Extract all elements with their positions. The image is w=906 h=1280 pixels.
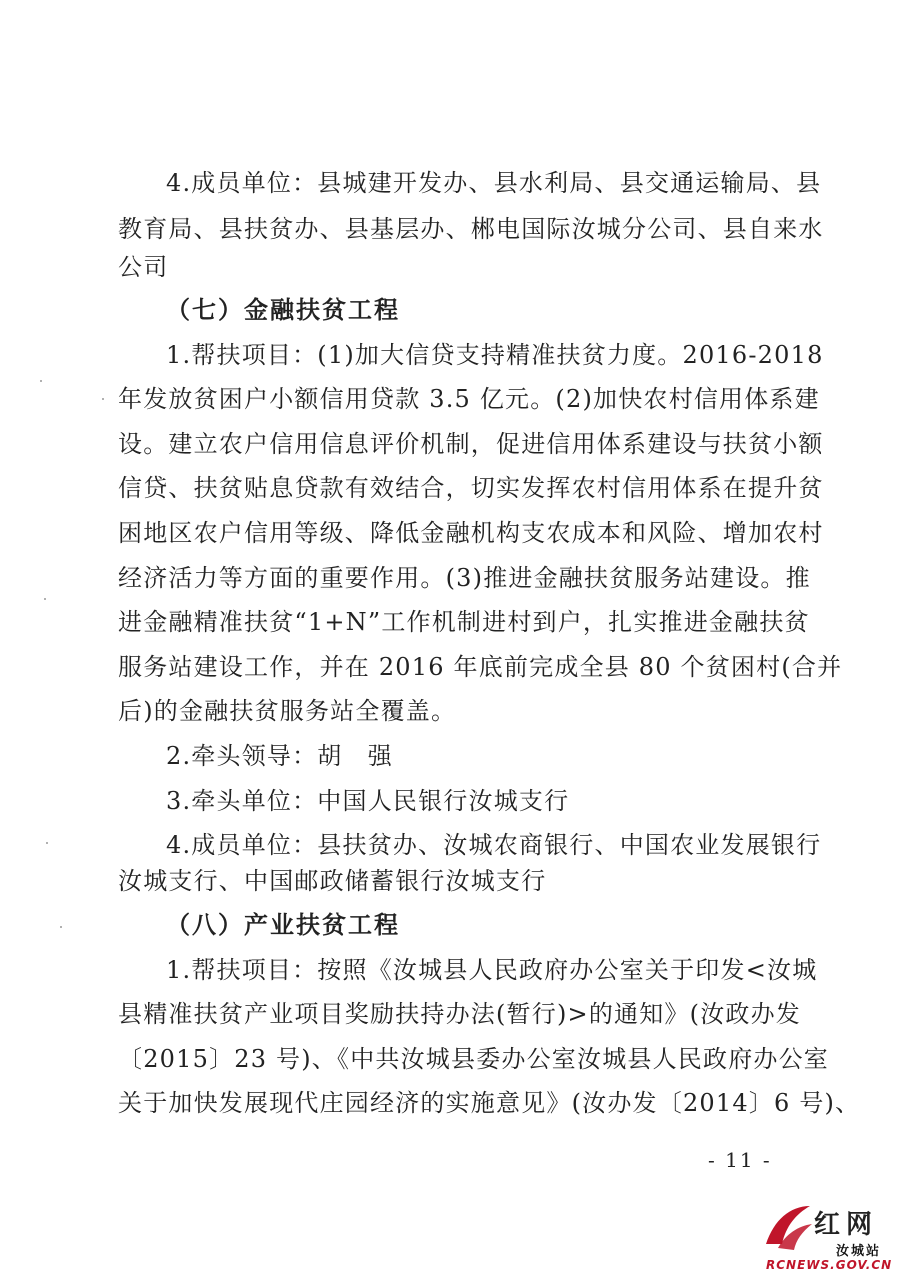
text-line: 进金融精准扶贫“1+N”工作机制进村到户，扎实推进金融扶贫 [118,608,810,636]
text-line: 教育局、县扶贫办、县基层办、郴电国际汝城分公司、县自来水 [118,215,824,243]
text-line: 设。建立农户信用信息评价机制，促进信用体系建设与扶贫小额 [118,430,824,458]
text-line: 1.帮扶项目：按照《汝城县人民政府办公室关于印发<汝城 [166,956,818,984]
section-heading: （八）产业扶贫工程 [166,910,400,939]
site-watermark [752,1196,902,1280]
text-line: 县精准扶贫产业项目奖励扶持办法(暂行)>的通知》(汝政办发 [118,1000,801,1028]
text-line: 公司 [118,253,169,281]
scan-speck [60,926,62,928]
scan-speck [44,598,46,600]
text-line: 服务站建设工作，并在 2016 年底前完成全县 80 个贫困村(合并 [118,653,843,681]
watermark-url: RCNEWS.GOV.CN [766,1258,893,1272]
text-line: 4.成员单位：县扶贫办、汝城农商银行、中国农业发展银行 [166,831,822,859]
text-line: 2.牵头领导：胡 强 [166,742,393,770]
brand-swoosh-icon [760,1200,816,1256]
text-line: 3.牵头单位：中国人民银行汝城支行 [166,787,570,815]
scan-speck [102,398,104,400]
text-line: 1.帮扶项目：(1)加大信贷支持精准扶贫力度。2016-2018 [166,341,824,369]
watermark-brand: 红网 [814,1210,879,1240]
text-line: 4.成员单位：县城建开发办、县水利局、县交通运输局、县 [166,169,822,197]
watermark-station: 汝城站 [836,1244,882,1259]
section-heading: （七）金融扶贫工程 [166,295,400,324]
text-line: 信贷、扶贫贴息贷款有效结合，切实发挥农村信用体系在提升贫 [118,474,824,502]
scan-speck [40,380,42,382]
text-line: 困地区农户信用等级、降低金融机构支农成本和风险、增加农村 [118,519,824,547]
text-line: 〔2015〕23 号)、《中共汝城县委办公室汝城县人民政府办公室 [118,1045,830,1073]
text-line: 关于加快发展现代庄园经济的实施意见》(汝办发〔2014〕6 号)、 [118,1089,861,1117]
text-line: 经济活力等方面的重要作用。(3)推进金融扶贫服务站建设。推 [118,564,811,592]
text-line: 年发放贫困户小额信用贷款 3.5 亿元。(2)加快农村信用体系建 [118,385,820,413]
text-line: 汝城支行、中国邮政储蓄银行汝城支行 [118,867,547,895]
text-line: 后)的金融扶贫服务站全覆盖。 [118,697,457,725]
scan-speck [46,842,48,844]
page-number: - 11 - [708,1148,772,1172]
